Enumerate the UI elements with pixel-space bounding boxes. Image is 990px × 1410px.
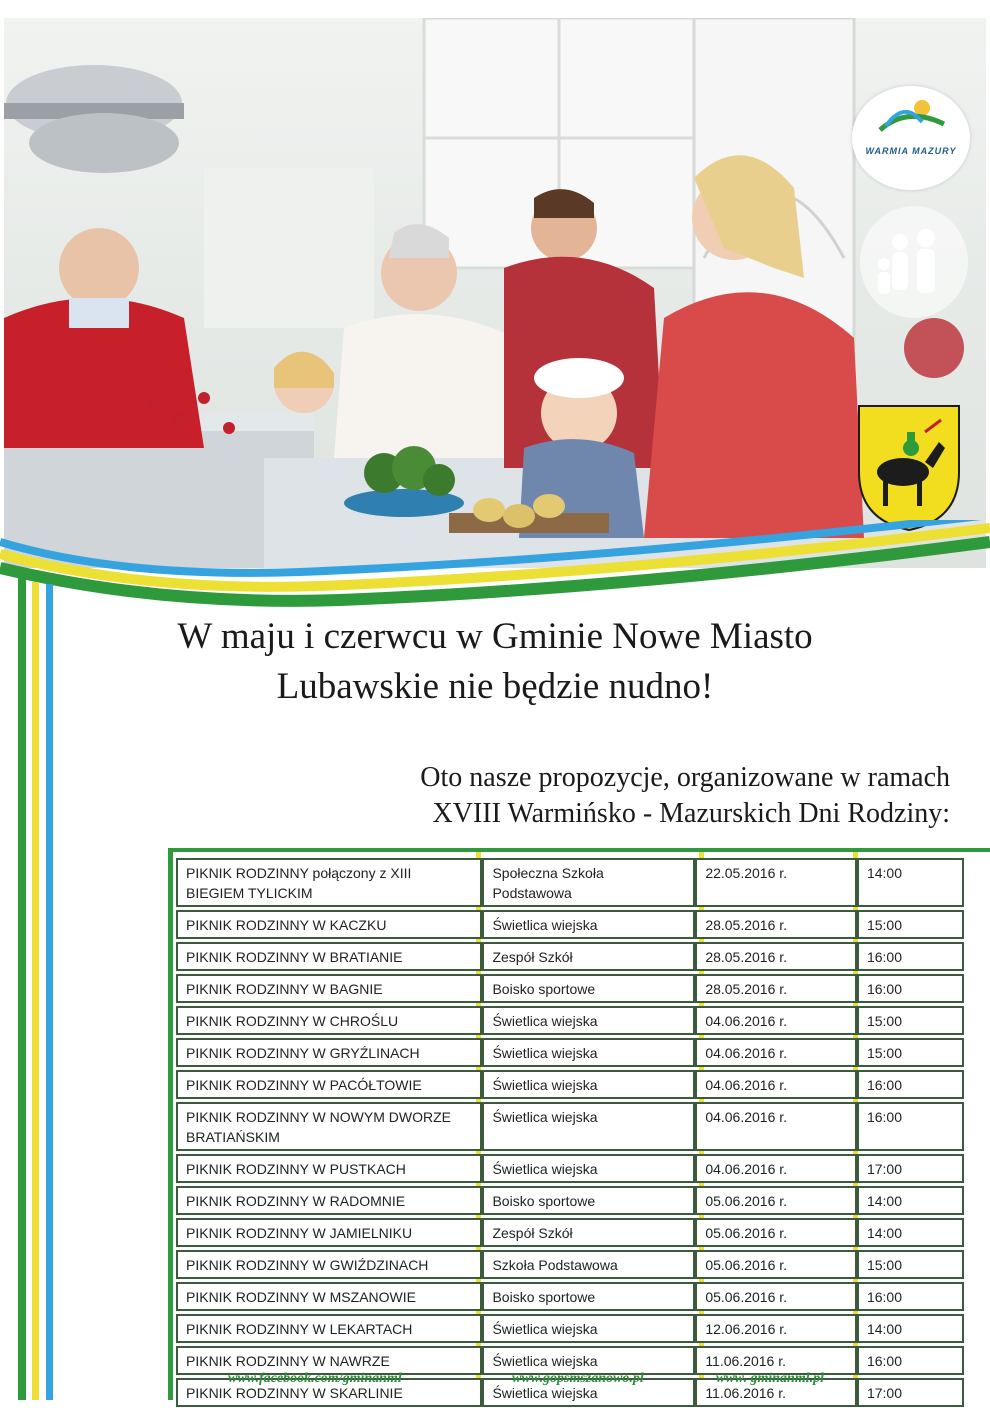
event-name-cell: PIKNIK RODZINNY W LEKARTACH [176, 1314, 482, 1343]
event-place-cell: Świetlica wiejska [482, 1314, 695, 1343]
subheadline-line-2: XVIII Warmińsko - Mazurskich Dni Rodziny: [432, 798, 950, 829]
event-time-cell: 15:00 [857, 1006, 964, 1035]
subheadline-line-1: Oto nasze propozycje, organizowane w ramach [420, 762, 950, 793]
event-date-cell: 28.05.2016 r. [695, 942, 857, 971]
event-time-cell: 16:00 [857, 1346, 964, 1375]
event-time-cell: 16:00 [857, 1102, 964, 1151]
warmia-mazury-logo-mark [852, 86, 970, 146]
event-place-cell: Świetlica wiejska [482, 1378, 695, 1407]
event-place-cell: Świetlica wiejska [482, 1006, 695, 1035]
event-name-cell: PIKNIK RODZINNY W JAMIELNIKU [176, 1218, 482, 1247]
table-row [176, 910, 964, 939]
event-date-cell: 05.06.2016 r. [695, 1186, 857, 1215]
subheadline [250, 760, 950, 832]
event-place-cell: Zespół Szkół [482, 1218, 695, 1247]
event-place-cell: Boisko sportowe [482, 1282, 695, 1311]
coat-of-arms-icon [855, 402, 963, 532]
warmia-mazury-logo [852, 86, 970, 190]
event-place-cell: Świetlica wiejska [482, 1070, 695, 1099]
event-time-cell: 16:00 [857, 1070, 964, 1099]
event-name-cell: PIKNIK RODZINNY W NAWRZE [176, 1346, 482, 1375]
event-place-cell: Społeczna Szkoła Podstawowa [482, 858, 695, 907]
gmina-website-link[interactable]: www. gminanml.pl [716, 1371, 825, 1386]
events-table-wrap [176, 855, 964, 1410]
event-date-cell: 28.05.2016 r. [695, 910, 857, 939]
table-row [176, 942, 964, 971]
headline-line-1: W maju i czerwcu w Gminie Nowe Miasto [177, 616, 813, 657]
events-table [176, 855, 964, 1410]
table-row [176, 974, 964, 1003]
event-place-cell: Świetlica wiejska [482, 1102, 695, 1151]
event-name-cell: PIKNIK RODZINNY W PACÓŁTOWIE [176, 1070, 482, 1099]
table-row [176, 1282, 964, 1311]
event-date-cell: 22.05.2016 r. [695, 858, 857, 907]
event-place-cell: Boisko sportowe [482, 974, 695, 1003]
family-kitchen-illustration [4, 18, 986, 568]
warmia-mazury-logo-text: WARMIA MAZURY [865, 146, 957, 156]
event-name-cell: PIKNIK RODZINNY W RADOMNIE [176, 1186, 482, 1215]
table-frame-left [168, 848, 173, 1400]
event-time-cell: 17:00 [857, 1154, 964, 1183]
facebook-link[interactable]: www.facebook.com/gminanml [228, 1371, 402, 1386]
event-date-cell: 28.05.2016 r. [695, 974, 857, 1003]
family-silhouette-icon [860, 206, 968, 318]
event-name-cell: PIKNIK RODZINNY W PUSTKACH [176, 1154, 482, 1183]
event-date-cell: 04.06.2016 r. [695, 1154, 857, 1183]
table-row [176, 858, 964, 907]
event-date-cell: 05.06.2016 r. [695, 1282, 857, 1311]
event-date-cell: 05.06.2016 r. [695, 1218, 857, 1247]
event-name-cell: PIKNIK RODZINNY W MSZANOWIE [176, 1282, 482, 1311]
headline-line-2: Lubawskie nie będzie nudno! [276, 666, 714, 707]
event-date-cell: 04.06.2016 r. [695, 1006, 857, 1035]
table-row [176, 1250, 964, 1279]
event-time-cell: 16:00 [857, 942, 964, 971]
event-place-cell: Zespół Szkół [482, 942, 695, 971]
table-row [176, 1070, 964, 1099]
event-time-cell: 14:00 [857, 1218, 964, 1247]
event-date-cell: 04.06.2016 r. [695, 1038, 857, 1067]
table-row [176, 1038, 964, 1067]
table-row [176, 1154, 964, 1183]
event-name-cell: PIKNIK RODZINNY W GRYŹLINACH [176, 1038, 482, 1067]
event-place-cell: Świetlica wiejska [482, 910, 695, 939]
event-time-cell: 17:00 [857, 1378, 964, 1407]
table-row [176, 1314, 964, 1343]
event-name-cell: PIKNIK RODZINNY W CHROŚLU [176, 1006, 482, 1035]
event-time-cell: 16:00 [857, 1282, 964, 1311]
event-time-cell: 14:00 [857, 1186, 964, 1215]
event-name-cell: PIKNIK RODZINNY W SKARLINIE [176, 1378, 482, 1407]
table-row [176, 1186, 964, 1215]
event-time-cell: 16:00 [857, 974, 964, 1003]
table-row [176, 1006, 964, 1035]
event-name-cell: PIKNIK RODZINNY W NOWYM DWORZE BRATIAŃSKIM [176, 1102, 482, 1151]
event-place-cell: Szkoła Podstawowa [482, 1250, 695, 1279]
event-name-cell: PIKNIK RODZINNY połączony z XIII BIEGIEM TYLICKIM [176, 858, 482, 907]
family-days-logo [860, 206, 968, 318]
event-place-cell: Świetlica wiejska [482, 1154, 695, 1183]
events-table-body [176, 858, 964, 1407]
event-time-cell: 15:00 [857, 1038, 964, 1067]
event-name-cell: PIKNIK RODZINNY W GWIŹDZINACH [176, 1250, 482, 1279]
event-date-cell: 04.06.2016 r. [695, 1102, 857, 1151]
table-row [176, 1102, 964, 1151]
event-place-cell: Świetlica wiejska [482, 1038, 695, 1067]
table-frame-top [168, 848, 990, 852]
gops-website-link[interactable]: www.gopsmszanowo.pl [512, 1371, 644, 1386]
table-row [176, 1218, 964, 1247]
event-time-cell: 14:00 [857, 858, 964, 907]
event-name-cell: PIKNIK RODZINNY W KACZKU [176, 910, 482, 939]
event-time-cell: 14:00 [857, 1314, 964, 1343]
event-date-cell: 05.06.2016 r. [695, 1250, 857, 1279]
event-date-cell: 11.06.2016 r. [695, 1378, 857, 1407]
event-name-cell: PIKNIK RODZINNY W BRATIANIE [176, 942, 482, 971]
event-time-cell: 15:00 [857, 910, 964, 939]
event-date-cell: 11.06.2016 r. [695, 1346, 857, 1375]
event-place-cell: Świetlica wiejska [482, 1346, 695, 1375]
headline [60, 612, 930, 712]
hero-photo [4, 18, 986, 568]
event-time-cell: 15:00 [857, 1250, 964, 1279]
event-name-cell: PIKNIK RODZINNY W BAGNIE [176, 974, 482, 1003]
event-date-cell: 04.06.2016 r. [695, 1070, 857, 1099]
event-place-cell: Boisko sportowe [482, 1186, 695, 1215]
event-date-cell: 12.06.2016 r. [695, 1314, 857, 1343]
